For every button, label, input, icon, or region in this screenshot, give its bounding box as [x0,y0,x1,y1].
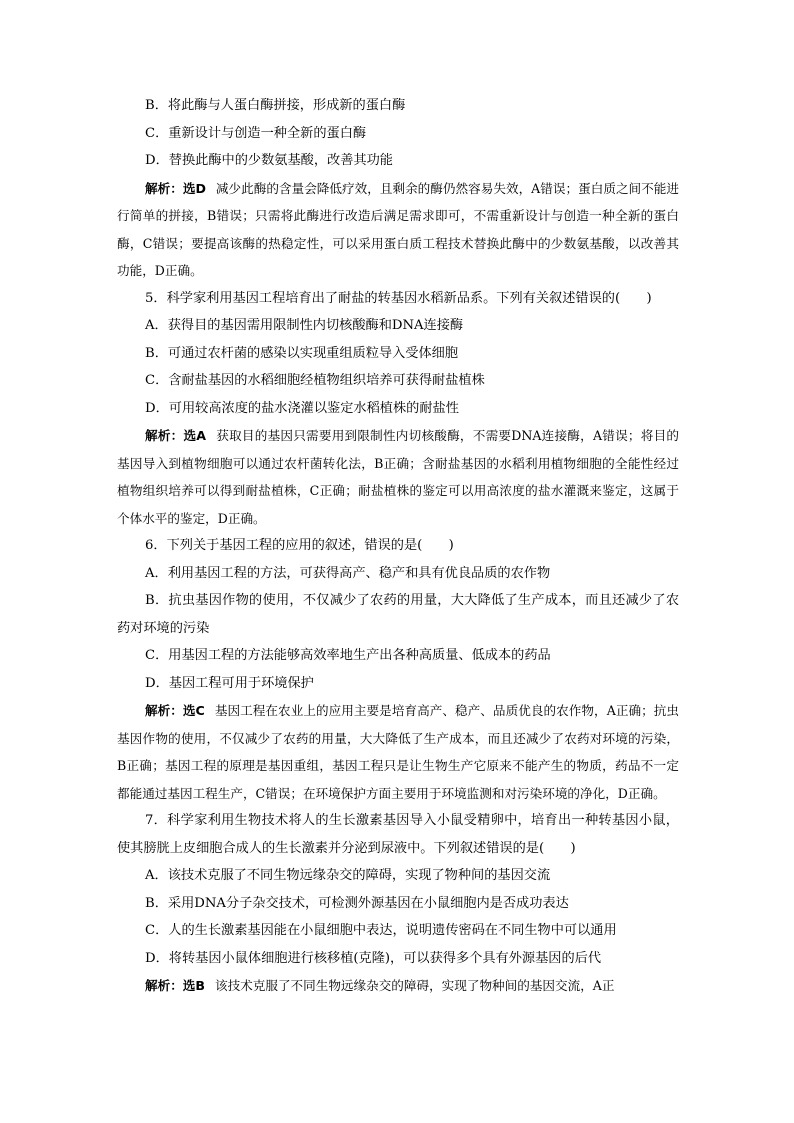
option-d-q6: D．基因工程可用于环境保护 [145,675,314,691]
option-c-q7: C．人的生长激素基因能在小鼠细胞中表达，说明遗传密码在不同生物中可以通用 [145,923,617,938]
option-a-q7: A．该技术克服了不同生物远缘杂交的障碍，实现了物种间的基因交流 [145,868,551,883]
option-d-q4: D．替换此酶中的少数氨基酸，改善其功能 [145,153,393,168]
analysis-text: 获取目的基因只需要用到限制性内切核酸酶，不需要DNA连接酶，A错误；将目的基因导入到植物细胞可以通过农杆菌转化法，B正确；含耐盐基因的水稻利用植物细胞的全能性经过植物组织培养可以得到耐盐植株，C正确；耐盐植株的鉴定可以用高浓度的盐水灌溉来鉴定，这属于个体水平的鉴定，D正确。 [117,428,679,526]
option-b-q4: B．将此酶与人蛋白酶拼接，形成新的蛋白酶 [145,98,406,113]
option-c-q5: C．含耐盐基因的水稻细胞经植物组织培养可获得耐盐植株 [145,373,485,388]
analysis-q4 [117,175,679,285]
option-b-q5: B．可通过农杆菌的感染以实现重组质粒导入受体细胞 [145,345,459,361]
analysis-q5 [117,422,679,532]
question-7: 7．科学家利用生物技术将人的生长激素基因导入小鼠受精卵中，培育出一种转基因小鼠，使其膀胱上皮细胞合成人的生长激素并分泌到尿液中。下列叙述错误的是( ) [117,813,679,856]
question-5: 5．科学家利用基因工程培育出了耐盐的转基因水稻新品系。下列有关叙述错误的( ) [145,290,652,306]
question-6: 6．下列关于基因工程的应用的叙述，错误的是( ) [145,538,454,553]
analysis-lead: 解析：选A [145,428,207,443]
option-d-q5: D．可用较高浓度的盐水浇灌以鉴定水稻植株的耐盐性 [145,400,459,416]
option-a-q5: A．获得目的基因需用限制性内切核酸酶和DNA连接酶 [145,318,464,333]
analysis-text: 该技术克服了不同生物远缘杂交的障碍，实现了物种间的基因交流，A正 [214,978,615,993]
option-d-q7: D．将转基因小鼠体细胞进行核移植(克隆)，可以获得多个具有外源基因的后代 [145,950,602,966]
analysis-lead: 解析：选D [145,180,206,196]
option-b-q7: B．采用DNA分子杂交技术，可检测外源基因在小鼠细胞内是否成功表达 [145,895,569,911]
option-c-q6: C．用基因工程的方法能够高效率地生产出各种高质量、低成本的药品 [145,648,551,663]
analysis-lead: 解析：选C [145,703,205,718]
analysis-text: 基因工程在农业上的应用主要是培育高产、稳产、品质优良的农作物，A正确；抗虫基因作物的使用，不仅减少了农药的用量，大大降低了生产成本，而且还减少了农药对环境的污染，B正确；基因工程的原理是基因重组，基因工程只是让生物生产它原来不能产生的物质，药品不一定都能通过基因工程生产，C错误；在环境保护方面主要用于环境监测和对污染环境的净化，D正确。 [117,703,679,801]
page-content [117,92,679,1000]
option-b-q6: B．抗虫基因作物的使用，不仅减少了农药的用量，大大降低了生产成本，而且还减少了农药对环境的污染 [117,593,679,636]
analysis-lead: 解析：选B [145,978,205,993]
option-c-q4: C．重新设计与创造一种全新的蛋白酶 [145,125,367,141]
analysis-text: 减少此酶的含量会降低疗效，且剩余的酶仍然容易失效，A错误；蛋白质之间不能进行简单的拼接，B错误；只需将此酶进行改造后满足需求即可，不需重新设计与创造一种全新的蛋白酶，C错误；要提高该酶的热稳定性，可以采用蛋白质工程技术替换此酶中的少数氨基酸，以改善其功能，D正确。 [117,180,679,278]
analysis-q6 [117,697,679,807]
analysis-q7 [117,972,679,1000]
option-a-q6: A．利用基因工程的方法，可获得高产、稳产和具有优良品质的农作物 [145,565,551,581]
